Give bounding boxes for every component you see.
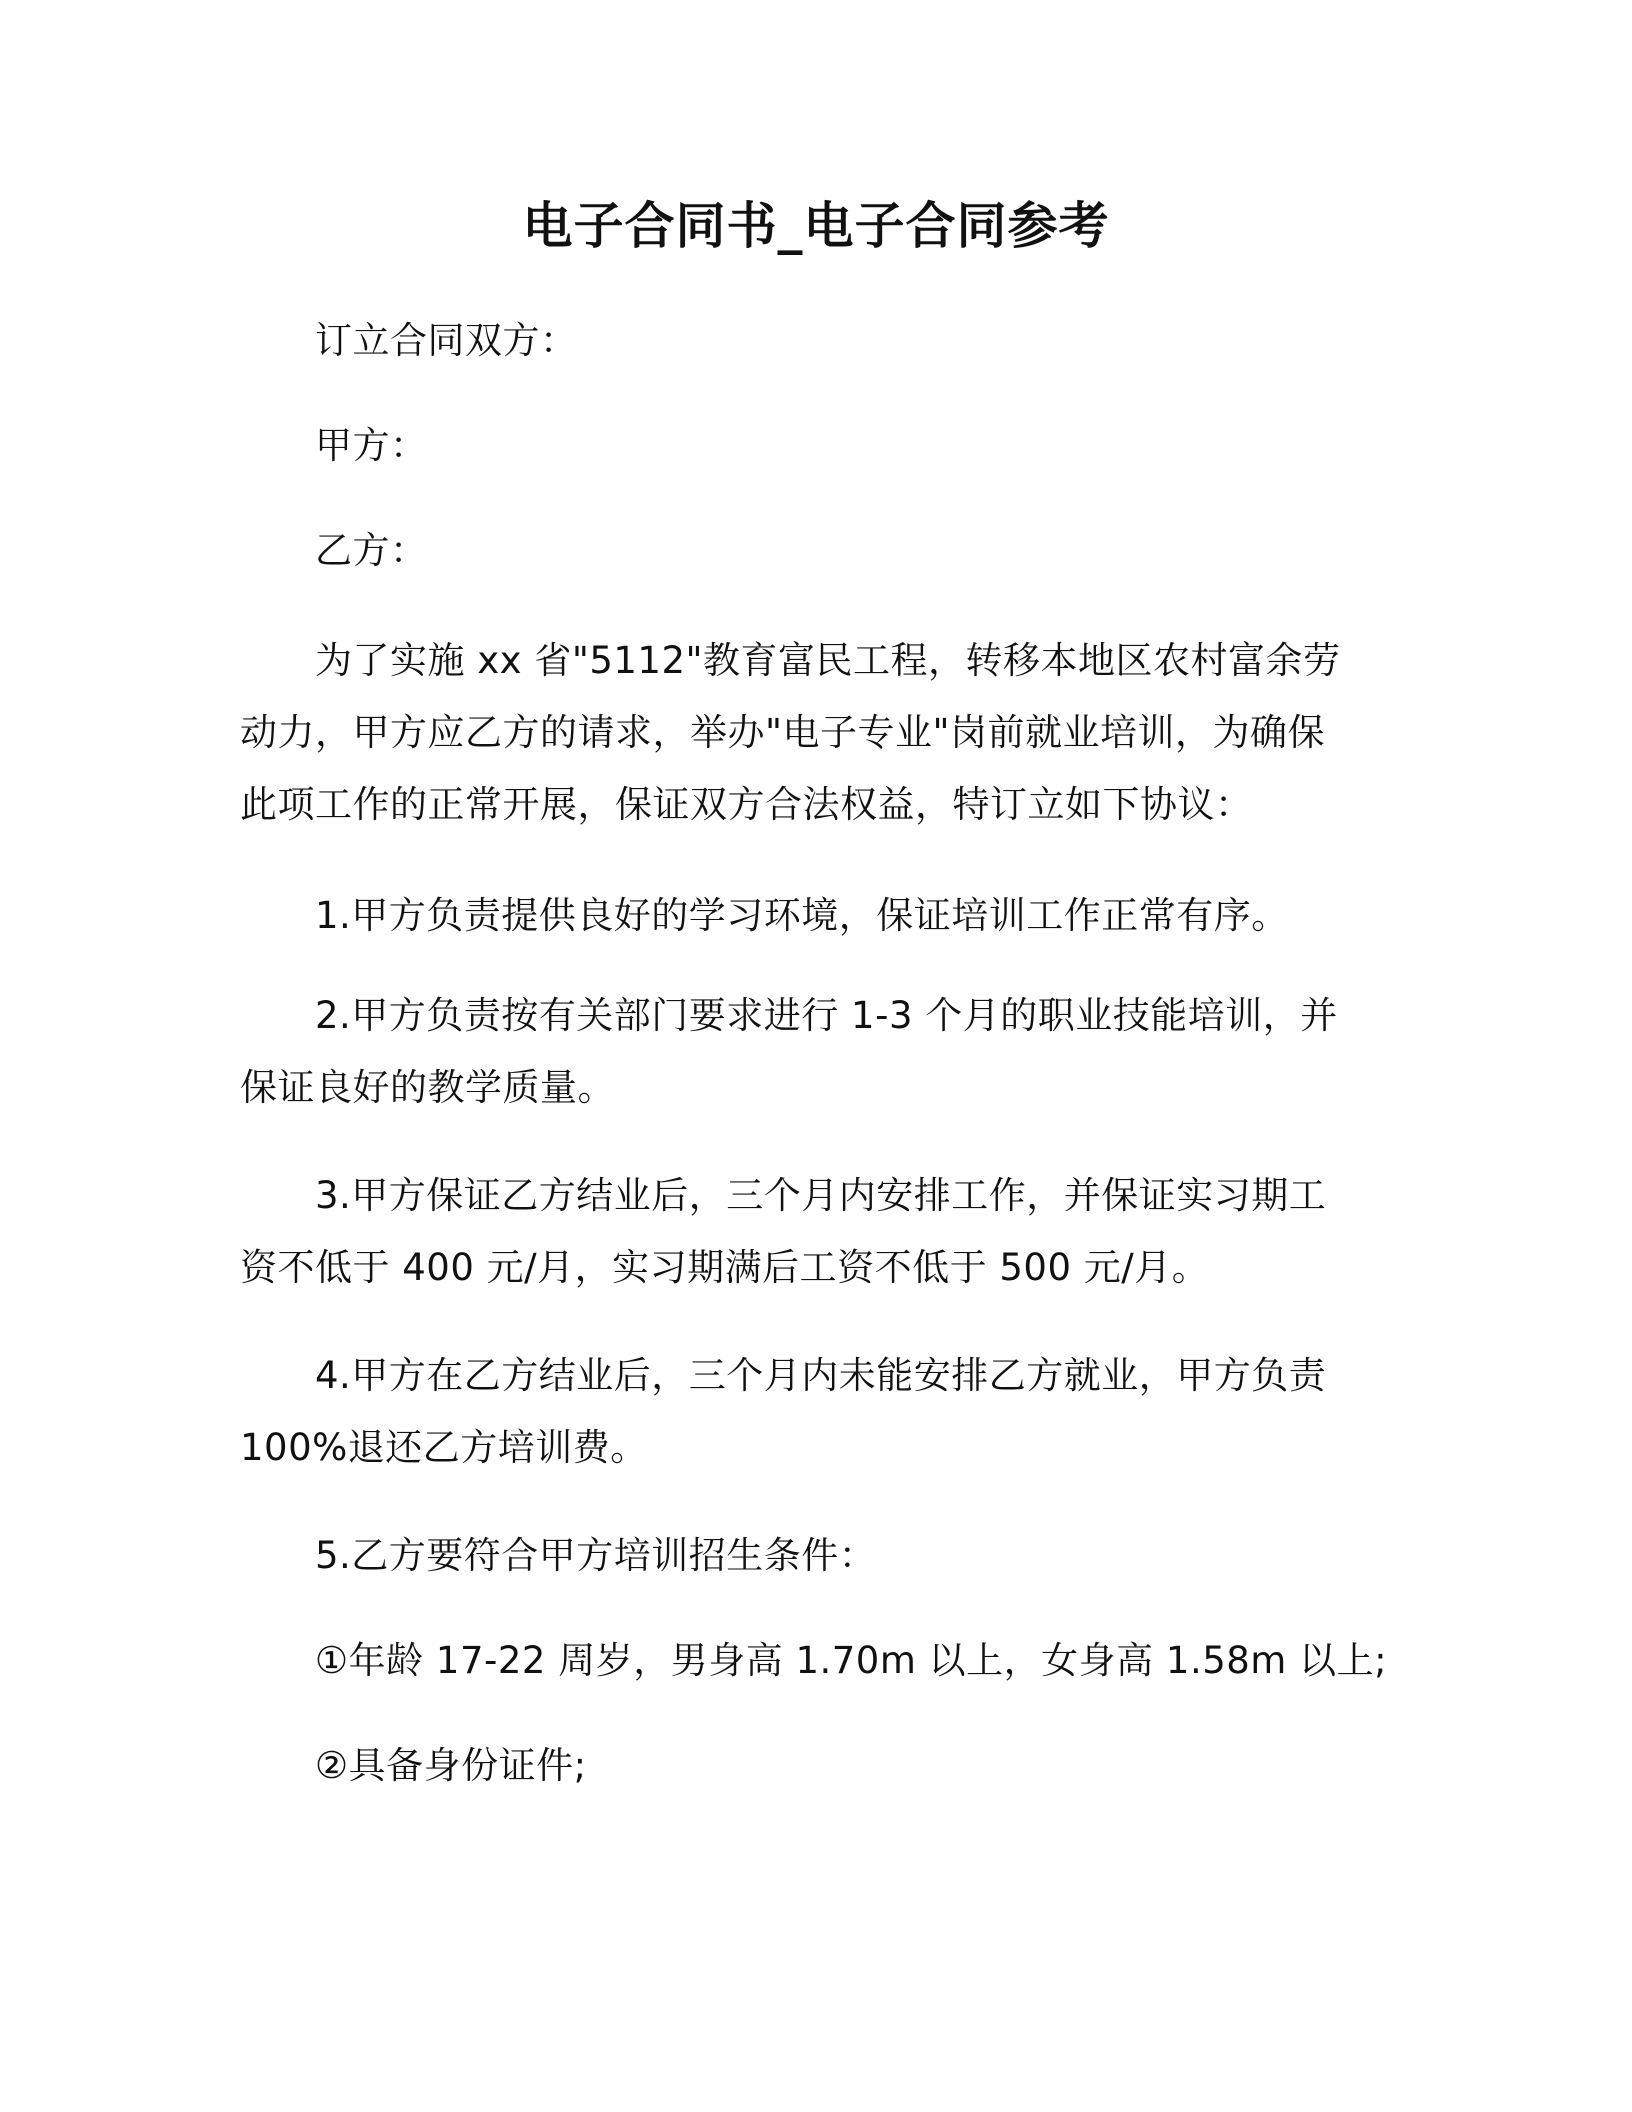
paragraph-party-a: 甲方： xyxy=(315,424,428,467)
paragraph-clause-5: 5.乙方要符合甲方培训招生条件： xyxy=(315,1534,877,1577)
paragraph-clause-4: 4.甲方在乙方结业后，三个月内未能安排乙方就业，甲方负责100%退还乙方培训费。 xyxy=(240,1354,1327,1469)
paragraph-condition-2: ②具备身份证件; xyxy=(315,1744,587,1787)
paragraph-clause-3: 3.甲方保证乙方结业后，三个月内安排工作，并保证实习期工资不低于 400 元/月，实习期满后工资不低于 500 元/月。 xyxy=(240,1174,1327,1289)
paragraph-parties: 订立合同双方： xyxy=(315,319,578,362)
paragraph-clause-1: 1.甲方负责提供良好的学习环境，保证培训工作正常有序。 xyxy=(315,894,1289,937)
paragraph-preamble: 为了实施 xx 省"5112"教育富民工程，转移本地区农村富余劳动力，甲方应乙方的请求，举办"电子专业"岗前就业培训，为确保此项工作的正常开展，保证双方合法权益，特订立如下协议： xyxy=(240,639,1341,826)
paragraph-clause-2: 2.甲方负责按有关部门要求进行 1-3 个月的职业技能培训，并保证良好的教学质量。 xyxy=(240,994,1338,1109)
document-title: 电子合同书_电子合同参考 xyxy=(522,197,1110,255)
paragraph-party-b: 乙方： xyxy=(315,529,428,572)
paragraph-condition-1: ①年龄 17-22 周岁，男身高 1.70m 以上，女身高 1.58m 以上; xyxy=(315,1639,1388,1682)
